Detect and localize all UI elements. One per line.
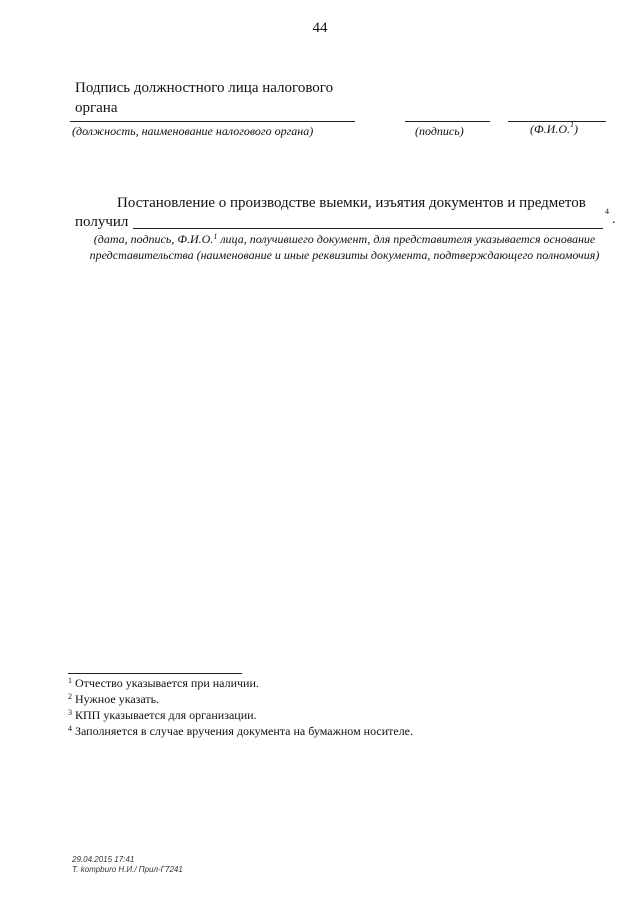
received-footnote-ref: 4 bbox=[605, 207, 609, 216]
footnote-3: $^3$ КПП указывается для организации. bbox=[68, 708, 257, 722]
page-number: 44 bbox=[312, 20, 328, 36]
document-stamp bbox=[72, 855, 183, 875]
footnote-2: $^2$ Нужное указать. bbox=[68, 692, 160, 706]
received-period: . bbox=[612, 212, 616, 227]
footnote-1: $^1$ Отчество указывается при наличии. bbox=[68, 676, 259, 690]
caption-fio-sup: 1 bbox=[569, 120, 574, 129]
footnote-separator bbox=[68, 673, 242, 674]
signature-title: Подпись должностного лица налогового органа bbox=[75, 80, 334, 116]
received-caption: (дата, подпись, Ф.И.О.$^1$ лица, получившего документ, для представителя указывается основание представительства (наименование и иные реквизиты документа, подтверждающего полномочия) bbox=[89, 232, 600, 262]
signature-line bbox=[405, 121, 490, 122]
received-caption-sup: 1 bbox=[213, 232, 218, 241]
caption-position: (должность, наименование налогового органа) bbox=[72, 124, 314, 138]
footnote-4: $^4$ Заполняется в случае вручения документа на бумажном носителе. bbox=[68, 724, 414, 738]
decree-text: Постановление о производстве выемки, изъятия документов и предметов bbox=[117, 195, 586, 211]
stamp-date: 29.04.2015 17:41 bbox=[72, 855, 135, 864]
position-line bbox=[70, 121, 355, 122]
footnotes bbox=[68, 675, 413, 739]
caption-signature: (подпись) bbox=[415, 124, 464, 138]
stamp-ref: Т. kompburo Н.И./ Прил-Г7241 bbox=[72, 865, 183, 874]
caption-fio: (Ф.И.О.$^1$) bbox=[530, 120, 578, 136]
received-label: получил bbox=[75, 214, 129, 230]
received-line bbox=[133, 228, 603, 229]
